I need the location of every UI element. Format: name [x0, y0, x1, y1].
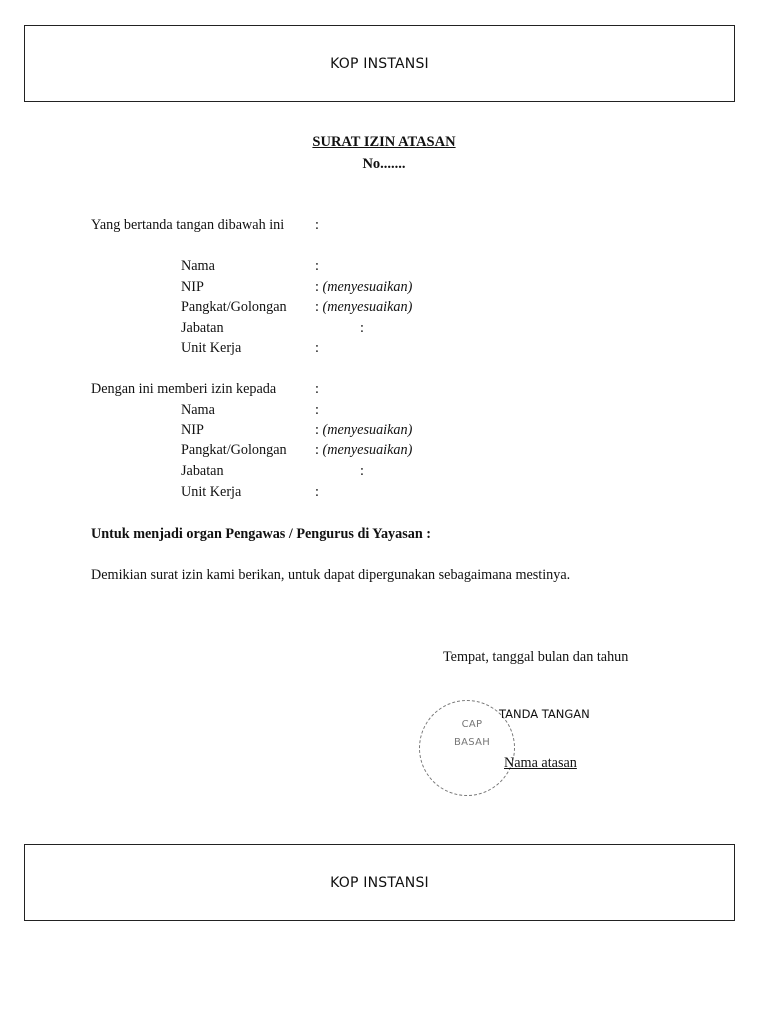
stamp-line-2: BASAH — [453, 737, 491, 748]
field-label: Unit Kerja — [181, 340, 242, 356]
stamp-line-1: CAP — [461, 719, 483, 730]
closing-statement: Demikian surat izin kami berikan, untuk dapat dipergunakan sebagaimana mestinya. — [91, 567, 571, 583]
field-label: Pangkat/Golongan — [181, 442, 287, 458]
field-colon: : — [315, 340, 319, 356]
field-label: Pangkat/Golongan — [181, 299, 287, 315]
kop-instansi-header — [24, 25, 735, 102]
field-label: NIP — [181, 422, 204, 438]
signature-label: TANDA TANGAN — [499, 707, 590, 721]
field-value: : (menyesuaikan) — [315, 422, 413, 438]
field-label: Jabatan — [181, 463, 224, 479]
letter-number: No....... — [362, 156, 406, 172]
kop-header-label: KOP INSTANSI — [330, 55, 429, 72]
kop-instansi-footer — [24, 844, 735, 921]
field-label: NIP — [181, 279, 204, 295]
purpose-statement: Untuk menjadi organ Pengawas / Pengurus di Yayasan : — [91, 526, 432, 542]
field-label: Nama — [181, 402, 215, 418]
letter-title: SURAT IZIN ATASAN — [312, 134, 456, 150]
field-colon: : — [360, 320, 364, 336]
intro-label: Yang bertanda tangan dibawah ini — [91, 217, 285, 233]
field-colon: : — [315, 258, 319, 274]
place-date: Tempat, tanggal bulan dan tahun — [443, 649, 629, 665]
permission-label: Dengan ini memberi izin kepada — [91, 381, 277, 397]
field-label: Jabatan — [181, 320, 224, 336]
field-colon: : — [315, 402, 319, 418]
field-label: Nama — [181, 258, 215, 274]
stamp-label — [447, 716, 497, 752]
field-value: : (menyesuaikan) — [315, 442, 413, 458]
kop-footer-label: KOP INSTANSI — [330, 874, 429, 891]
signer-name: Nama atasan — [504, 755, 577, 771]
field-colon: : — [315, 484, 319, 500]
field-value: : (menyesuaikan) — [315, 279, 413, 295]
field-label: Unit Kerja — [181, 484, 242, 500]
permission-colon: : — [315, 381, 319, 397]
field-value: : (menyesuaikan) — [315, 299, 413, 315]
field-colon: : — [360, 463, 364, 479]
intro-colon: : — [315, 217, 319, 233]
